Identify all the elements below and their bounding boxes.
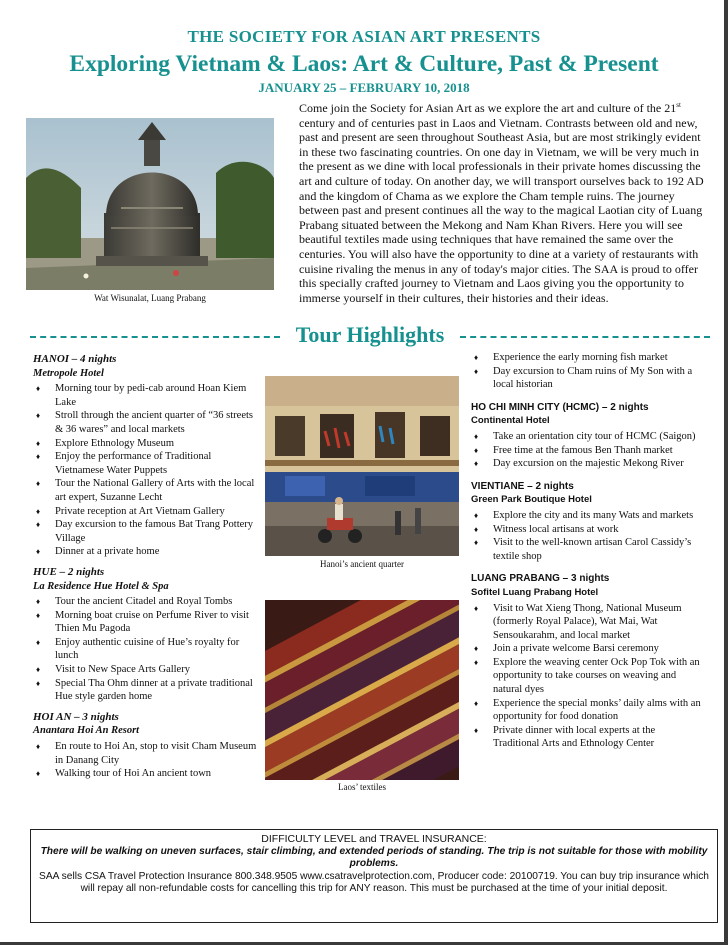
list-item: ♦ Stroll through the ancient quarter of “36 streets & 36 wares” and local markets <box>33 409 258 436</box>
footer-title: DIFFICULTY LEVEL and TRAVEL INSURANCE: <box>261 833 487 845</box>
hanoi-photo <box>265 376 459 556</box>
list-item: ♦ Special Tha Ohm dinner at a private traditional Hue style garden home <box>33 677 258 704</box>
intro-paragraph <box>299 101 709 305</box>
list-item: ♦ Explore the city and its many Wats and markets <box>471 509 703 523</box>
city-heading: HANOI – 4 nights <box>33 353 117 365</box>
hotel-name: Sofitel Luang Prabang Hotel <box>471 586 599 598</box>
list-item: ♦ Witness local artisans at work <box>471 523 703 537</box>
page-edge-right <box>724 0 728 945</box>
list-item: ♦ Private reception at Art Vietnam Gallery <box>33 505 258 519</box>
section-hue <box>33 566 258 704</box>
section-hanoi <box>33 353 258 559</box>
list-item: ♦ Enjoy the performance of Traditional Vietnamese Water Puppets <box>33 450 258 477</box>
city-heading: LUANG PRABANG – 3 nights <box>471 573 610 585</box>
city-heading: VIENTIANE – 2 nights <box>471 480 574 492</box>
presenter-heading: THE SOCIETY FOR ASIAN ART PRESENTS <box>187 27 541 46</box>
difficulty-insurance-box <box>30 829 718 923</box>
textiles-photo-caption: Laos’ textiles <box>337 782 387 792</box>
hotel-name: Continental Hotel <box>471 415 550 427</box>
trip-dates: JANUARY 25 – FEBRUARY 10, 2018 <box>258 80 470 95</box>
list-item: ♦ Day excursion to the famous Bat Trang Pottery Village <box>33 518 258 545</box>
list-item: ♦ Experience the early morning fish market <box>471 351 703 365</box>
hotel-name: Green Park Boutique Hotel <box>471 494 592 506</box>
hanoi-photo-caption: Hanoi’s ancient quarter <box>320 559 404 569</box>
list-item: ♦ Join a private welcome Barsi ceremony <box>471 642 703 656</box>
section-hoi-an <box>33 711 258 781</box>
list-item: ♦ Day excursion on the majestic Mekong River <box>471 457 703 471</box>
list-item: ♦ Enjoy authentic cuisine of Hue’s royalty for lunch <box>33 636 258 663</box>
list-item: ♦ Morning tour by pedi-cab around Hoan Kiem Lake <box>33 382 258 409</box>
list-item: ♦ En route to Hoi An, stop to visit Cham Museum in Danang City <box>33 740 258 767</box>
city-heading: HO CHI MINH CITY (HCMC) – 2 nights <box>471 401 649 413</box>
hotel-name: Anantara Hoi An Resort <box>33 725 140 737</box>
intro-superscript: st <box>676 101 681 109</box>
temple-photo <box>26 118 274 290</box>
intro-text-part1: Come join the Society for Asian Art as we explore the art and culture of the 21 <box>299 101 677 115</box>
hotel-name: Metropole Hotel <box>33 367 104 379</box>
list-item: ♦ Explore the weaving center Ock Pop Tok with an opportunity to take courses on weaving and natural dyes <box>471 656 703 697</box>
itinerary-right-column <box>471 351 703 751</box>
hotel-name: La Residence Hue Hotel & Spa <box>33 580 169 592</box>
list-item: ♦ Morning boat cruise on Perfume River to visit Thien Mu Pagoda <box>33 609 258 636</box>
list-item: ♦ Tour the National Gallery of Arts with the local art expert, Suzanne Lecht <box>33 477 258 504</box>
section-hcmc <box>471 401 703 471</box>
section-luang-prabang <box>471 572 703 751</box>
list-item: ♦ Dinner at a private home <box>33 545 258 559</box>
list-item: ♦ Walking tour of Hoi An ancient town <box>33 767 258 781</box>
footer-warning: There will be walking on uneven surfaces, stair climbing, and extended periods of standing. The trip is not suitable for those with mobility problems. <box>40 845 708 870</box>
temple-photo-caption: Wat Wisunalat, Luang Prabang <box>94 293 206 303</box>
list-item: ♦ Free time at the famous Ben Thanh market <box>471 444 703 458</box>
list-item: ♦ Tour the ancient Citadel and Royal Tombs <box>33 595 258 609</box>
footer-insurance-text: SAA sells CSA Travel Protection Insurance 800.348.9505 www.csatravelprotection.com, Producer code: 20100719. You can buy trip insurance which will repay all non-refundable costs for cancelling this trip for ANY reason. This must be purchased at the time of your initial deposit. <box>39 870 709 895</box>
list-item: ♦ Private dinner with local experts at the Traditional Arts and Ethnology Center <box>471 724 703 751</box>
list-item: ♦ Visit to Wat Xieng Thong, National Museum (formerly Royal Palace), Wat Mai, Wat Sensoukarahm, and local market <box>471 602 703 643</box>
list-item: ♦ Day excursion to Cham ruins of My Son with a local historian <box>471 365 703 392</box>
tour-highlights-heading: Tour Highlights <box>293 322 448 347</box>
list-item: ♦ Visit to New Space Arts Gallery <box>33 663 258 677</box>
list-item: ♦ Explore Ethnology Museum <box>33 437 258 451</box>
city-heading: HUE – 2 nights <box>33 565 105 578</box>
city-heading: HOI AN – 3 nights <box>33 710 119 723</box>
intro-text-part2: century and of centuries past in Laos and Vietnam. Contrasts between old and new, past and present are seen throughout Southeast Asia, but are most strikingly evident in these two fascinating countries. On one day in Vietnam, we will be very much in the present as we dine with local professionals in their private homes discussing the art and culture of today. On another day, we will transport ourselves back to 192 AD and the kingdom of Chama as we explore the Cham temple ruins. The journey between past and present continues all the way to the magical Laotian city of Luang Prabang situated between the Mekong and Nam Khan Rivers. Here you will see beautiful textiles made using techniques that have remained the same over the centuries. You will also have the opportunity to dine at a variety of restaurants with cuisine rivaling the menus in any of today's major cities. The SAA is proud to offer this specially crafted journey to Vietnam and Laos giving you the opportunity to immerse yourself in their cultures, their histories and their ideas. <box>299 115 704 305</box>
section-vientiane <box>471 480 703 564</box>
list-item: ♦ Experience the special monks’ daily alms with an opportunity for food donation <box>471 697 703 724</box>
page-title: Exploring Vietnam & Laos: Art & Culture, Past & Present <box>69 51 659 77</box>
list-item: ♦ Take an orientation city tour of HCMC (Saigon) <box>471 430 703 444</box>
textiles-photo <box>265 600 459 780</box>
list-item: ♦ Visit to the well-known artisan Carol Cassidy’s textile shop <box>471 536 703 563</box>
itinerary-left-column <box>33 346 258 781</box>
